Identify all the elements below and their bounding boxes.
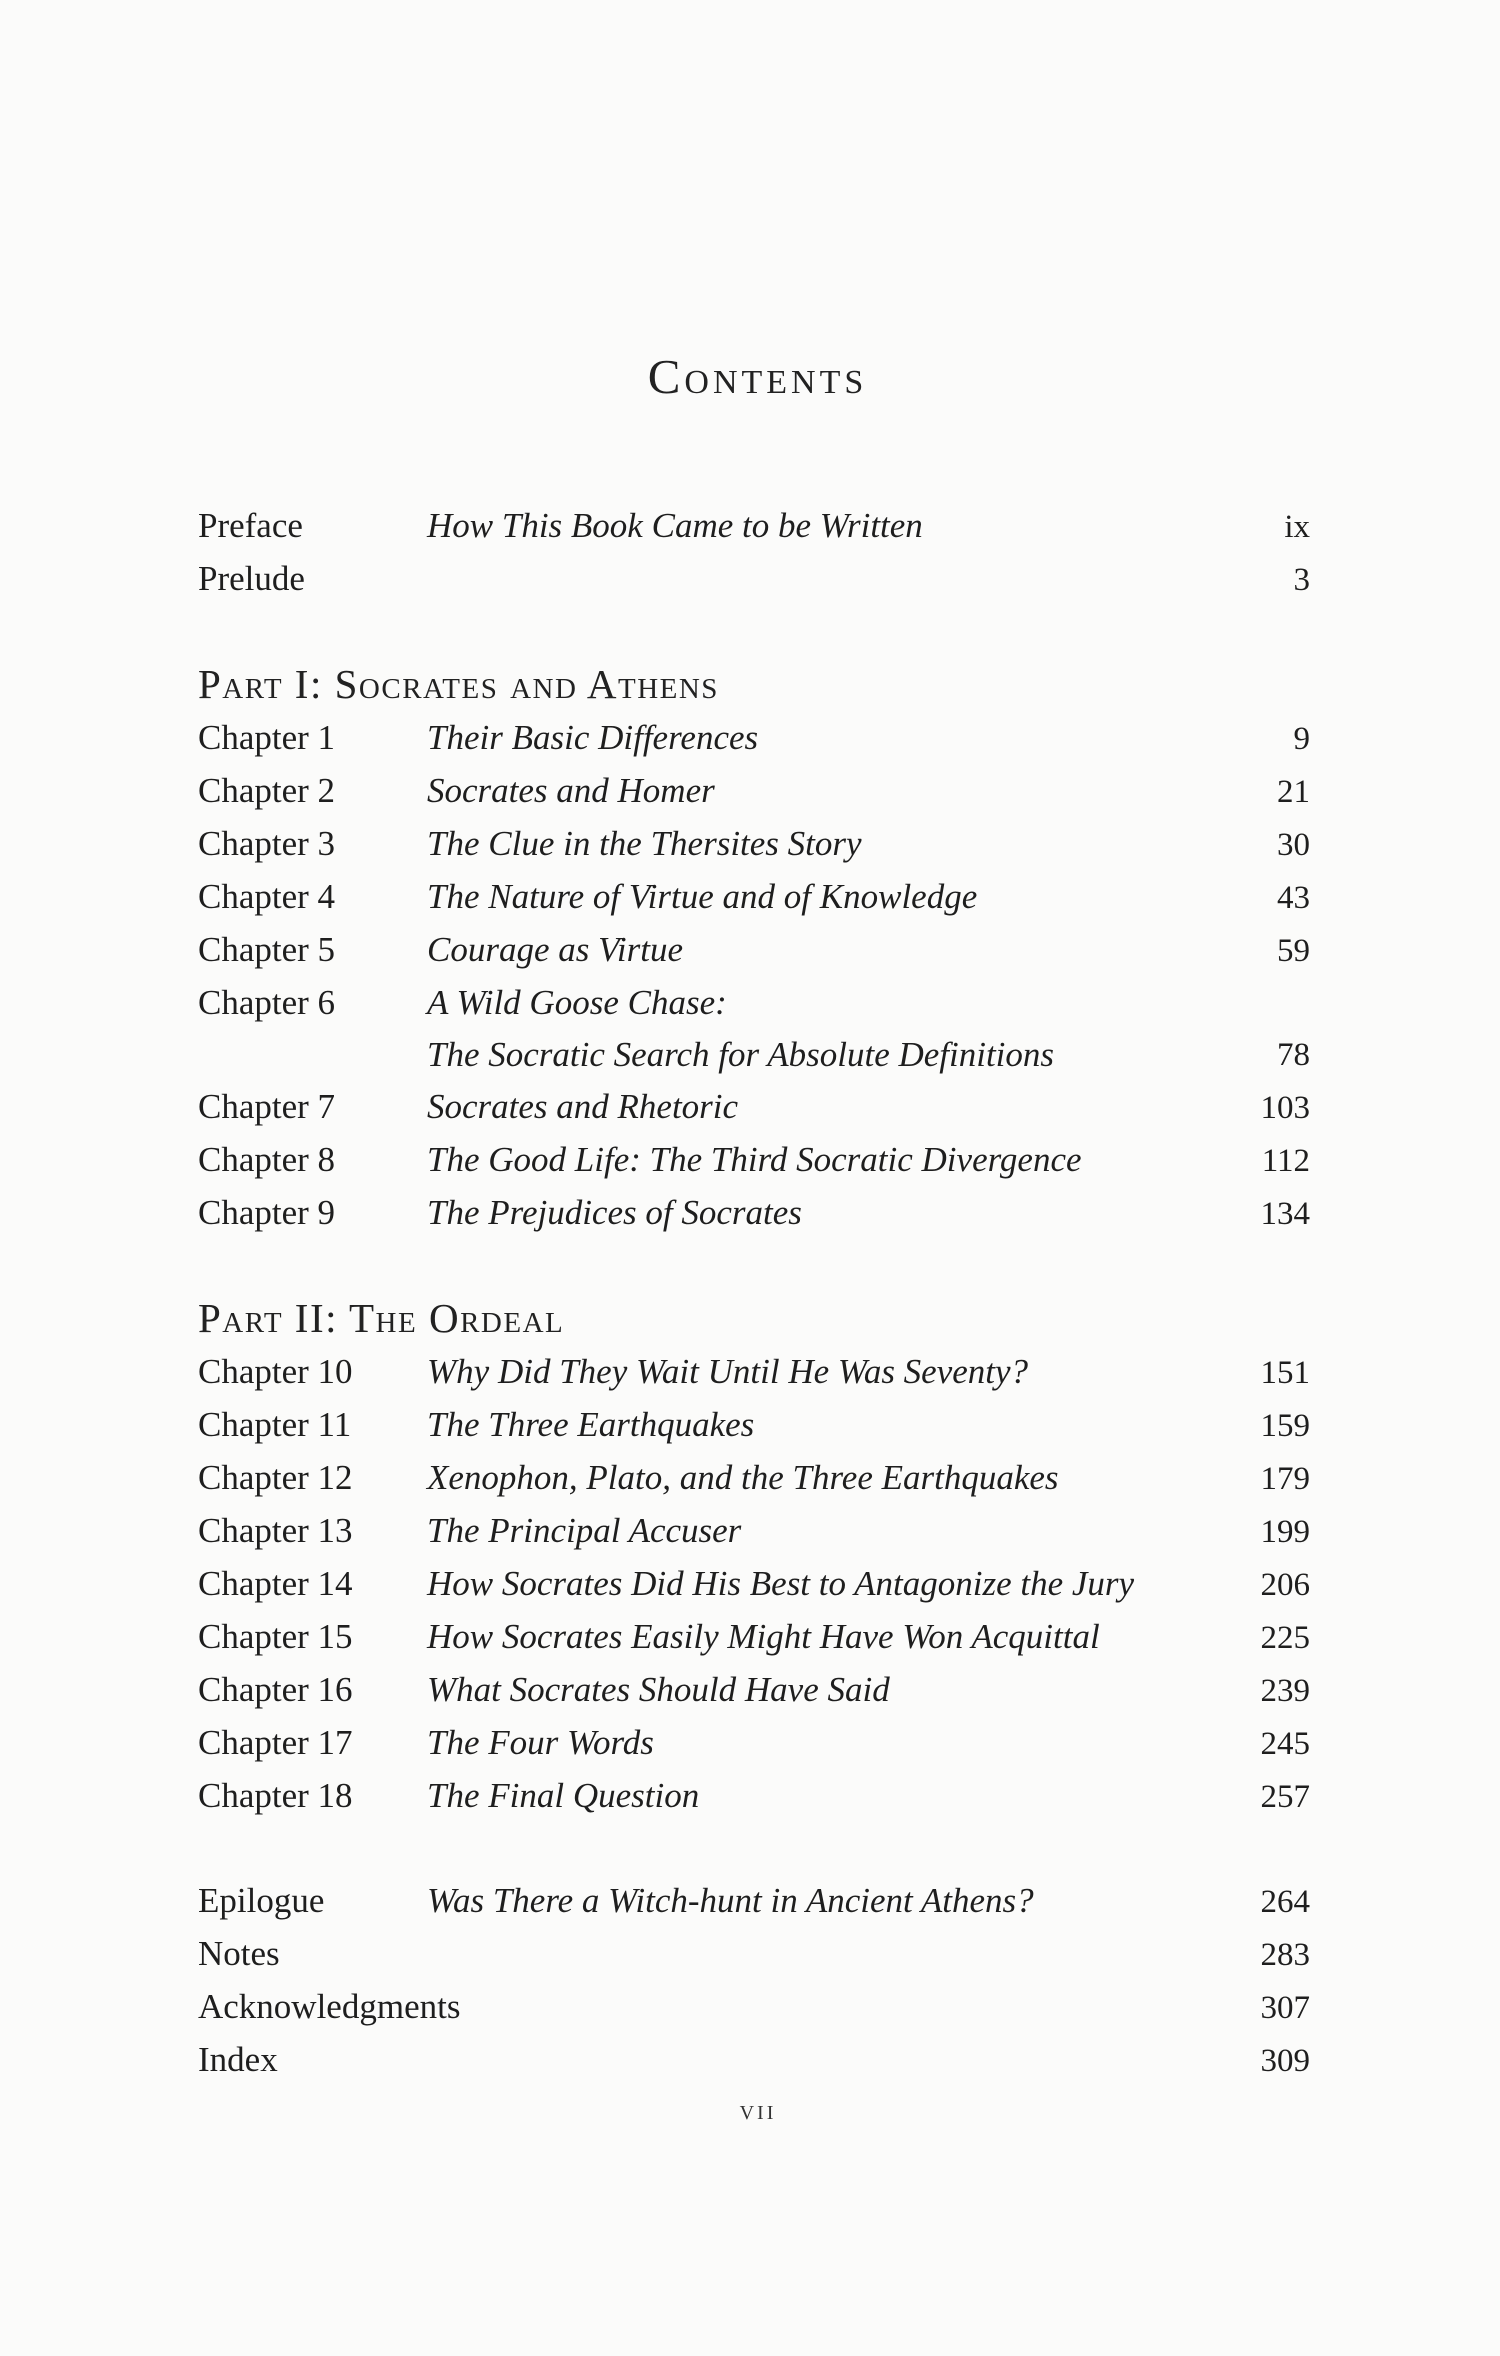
toc-entry[interactable] (198, 712, 1310, 765)
entry-title (427, 1399, 1230, 1451)
toc-entry[interactable] (198, 1452, 1310, 1505)
entry-title-line: Their Basic Differences (427, 718, 759, 757)
entry-label: Chapter 15 (198, 1617, 353, 1656)
entry-page-number: 179 (1260, 1461, 1310, 1497)
toc-entry[interactable] (198, 924, 1310, 977)
toc-entry[interactable] (198, 1611, 1310, 1664)
entry-title (427, 1081, 1230, 1133)
entry-label: Chapter 2 (198, 771, 336, 810)
entry-page-number: 307 (1260, 1990, 1310, 2026)
entry-page-number: 257 (1260, 1779, 1310, 1815)
entry-title-line: The Three Earthquakes (427, 1405, 755, 1444)
entry-page-number: 283 (1260, 1937, 1310, 1973)
toc-entry[interactable] (198, 553, 1310, 606)
entry-label: Prelude (198, 559, 305, 598)
entry-page-number: 3 (1293, 562, 1310, 598)
entry-label: Chapter 18 (198, 1776, 353, 1815)
entry-label: Chapter 1 (198, 718, 336, 757)
entry-page-number: 30 (1277, 827, 1310, 863)
entry-title (427, 871, 1230, 923)
page-title: Contents (647, 349, 868, 404)
entry-title (427, 1558, 1230, 1610)
entry-label: Chapter 12 (198, 1458, 353, 1497)
entry-title-line: The Prejudices of Socrates (427, 1193, 802, 1232)
entry-title (427, 765, 1230, 817)
entry-label: Chapter 3 (198, 824, 336, 863)
toc-entry[interactable] (198, 1399, 1310, 1452)
entry-title-line: The Socratic Search for Absolute Definitions (427, 1035, 1055, 1074)
toc-entry[interactable] (198, 1187, 1310, 1240)
toc-front-back-matter (198, 500, 1310, 606)
entry-label: Chapter 6 (198, 983, 336, 1022)
entry-page-number: 103 (1260, 1090, 1310, 1126)
part-heading: Part I: Socrates and Athens (198, 661, 719, 707)
toc-entry[interactable] (198, 2034, 1310, 2087)
entry-page-number: 59 (1277, 933, 1310, 969)
entry-label: Chapter 10 (198, 1352, 353, 1391)
entry-title (427, 1452, 1230, 1504)
entry-page-number: 199 (1260, 1514, 1310, 1550)
entry-title-line: Was There a Witch-hunt in Ancient Athens? (427, 1881, 1034, 1920)
entry-label: Preface (198, 506, 303, 545)
entry-title-line: How Socrates Did His Best to Antagonize the Jury (427, 1564, 1135, 1603)
entry-label: Chapter 9 (198, 1193, 336, 1232)
toc-entry[interactable] (198, 1346, 1310, 1399)
entry-title-line: The Principal Accuser (427, 1511, 742, 1550)
page-number-folio: vii (739, 2095, 777, 2126)
toc-entry[interactable] (198, 818, 1310, 871)
table-of-contents (198, 500, 1310, 2087)
entry-label: Chapter 13 (198, 1511, 353, 1550)
entry-page-number: 206 (1260, 1567, 1310, 1603)
entry-title (427, 1664, 1230, 1716)
entry-title-line: Courage as Virtue (427, 930, 684, 969)
entry-page-number: 225 (1260, 1620, 1310, 1656)
toc-entry[interactable] (198, 1717, 1310, 1770)
toc-entry[interactable] (198, 1928, 1310, 1981)
entry-title (427, 1875, 1230, 1927)
entry-title-line: Xenophon, Plato, and the Three Earthquakes (427, 1458, 1059, 1497)
toc-entry[interactable] (198, 1770, 1310, 1823)
entry-title-line: Why Did They Wait Until He Was Seventy? (427, 1352, 1029, 1391)
entry-page-number: 21 (1277, 774, 1310, 810)
entry-title-line: A Wild Goose Chase: (427, 983, 727, 1022)
toc-entry[interactable] (198, 765, 1310, 818)
entry-page-number: 112 (1261, 1143, 1310, 1179)
entry-title-line: The Final Question (427, 1776, 700, 1815)
entry-title-line: Socrates and Rhetoric (427, 1087, 739, 1126)
entry-title-line: Socrates and Homer (427, 771, 715, 810)
entry-title (427, 1505, 1230, 1557)
entry-title (427, 500, 1230, 552)
toc-front-back-matter (198, 1875, 1310, 2087)
entry-page-number: 134 (1260, 1196, 1310, 1232)
entry-label: Chapter 11 (198, 1405, 352, 1444)
entry-title-line: The Good Life: The Third Socratic Divergence (427, 1140, 1082, 1179)
toc-entry[interactable] (198, 1981, 1310, 2034)
toc-entry[interactable] (198, 1081, 1310, 1134)
toc-entry[interactable] (198, 1558, 1310, 1611)
entry-title-line: The Clue in the Thersites Story (427, 824, 862, 863)
part-heading: Part II: The Ordeal (198, 1295, 565, 1341)
entry-title-line: The Nature of Virtue and of Knowledge (427, 877, 978, 916)
entry-page-number: 264 (1260, 1884, 1310, 1920)
entry-page-number: 159 (1260, 1408, 1310, 1444)
entry-title (427, 924, 1230, 976)
entry-title-line: The Four Words (427, 1723, 654, 1762)
entry-title (427, 1346, 1230, 1398)
toc-entry[interactable] (198, 871, 1310, 924)
entry-page-number: 151 (1260, 1355, 1310, 1391)
entry-page-number: 245 (1260, 1726, 1310, 1762)
entry-title-line: What Socrates Should Have Said (427, 1670, 890, 1709)
toc-part-section (198, 1292, 1310, 1823)
entry-title (427, 1187, 1230, 1239)
entry-title (427, 1134, 1230, 1186)
entry-title-line: How This Book Came to be Written (427, 506, 923, 545)
entry-label: Chapter 7 (198, 1087, 336, 1126)
entry-label: Epilogue (198, 1881, 325, 1920)
entry-label: Chapter 17 (198, 1723, 353, 1762)
toc-entry[interactable] (198, 1134, 1310, 1187)
toc-entry[interactable] (198, 977, 1310, 1081)
entry-label: Index (198, 2040, 278, 2079)
entry-label: Chapter 8 (198, 1140, 336, 1179)
entry-label: Chapter 16 (198, 1670, 353, 1709)
entry-title (427, 712, 1230, 764)
toc-entry[interactable] (198, 1875, 1310, 1928)
toc-part-section (198, 658, 1310, 1240)
entry-label: Notes (198, 1934, 280, 1973)
entry-page-number: 43 (1277, 880, 1310, 916)
entry-page-number: 9 (1293, 721, 1310, 757)
entry-label: Chapter 4 (198, 877, 336, 916)
entry-title-line: How Socrates Easily Might Have Won Acquittal (427, 1617, 1100, 1656)
toc-entry[interactable] (198, 1505, 1310, 1558)
entry-title (427, 818, 1230, 870)
entry-label: Acknowledgments (198, 1987, 461, 2026)
entry-title (427, 1611, 1230, 1663)
toc-entry[interactable] (198, 1664, 1310, 1717)
entry-title (427, 977, 1230, 1081)
entry-page-number: 239 (1260, 1673, 1310, 1709)
entry-title (427, 1717, 1230, 1769)
toc-entry[interactable] (198, 500, 1310, 553)
entry-page-number: 309 (1260, 2043, 1310, 2079)
entry-label: Chapter 5 (198, 930, 336, 969)
entry-label: Chapter 14 (198, 1564, 353, 1603)
entry-page-number: ix (1284, 509, 1310, 545)
entry-page-number: 78 (1277, 1037, 1310, 1073)
entry-title (427, 1770, 1230, 1822)
